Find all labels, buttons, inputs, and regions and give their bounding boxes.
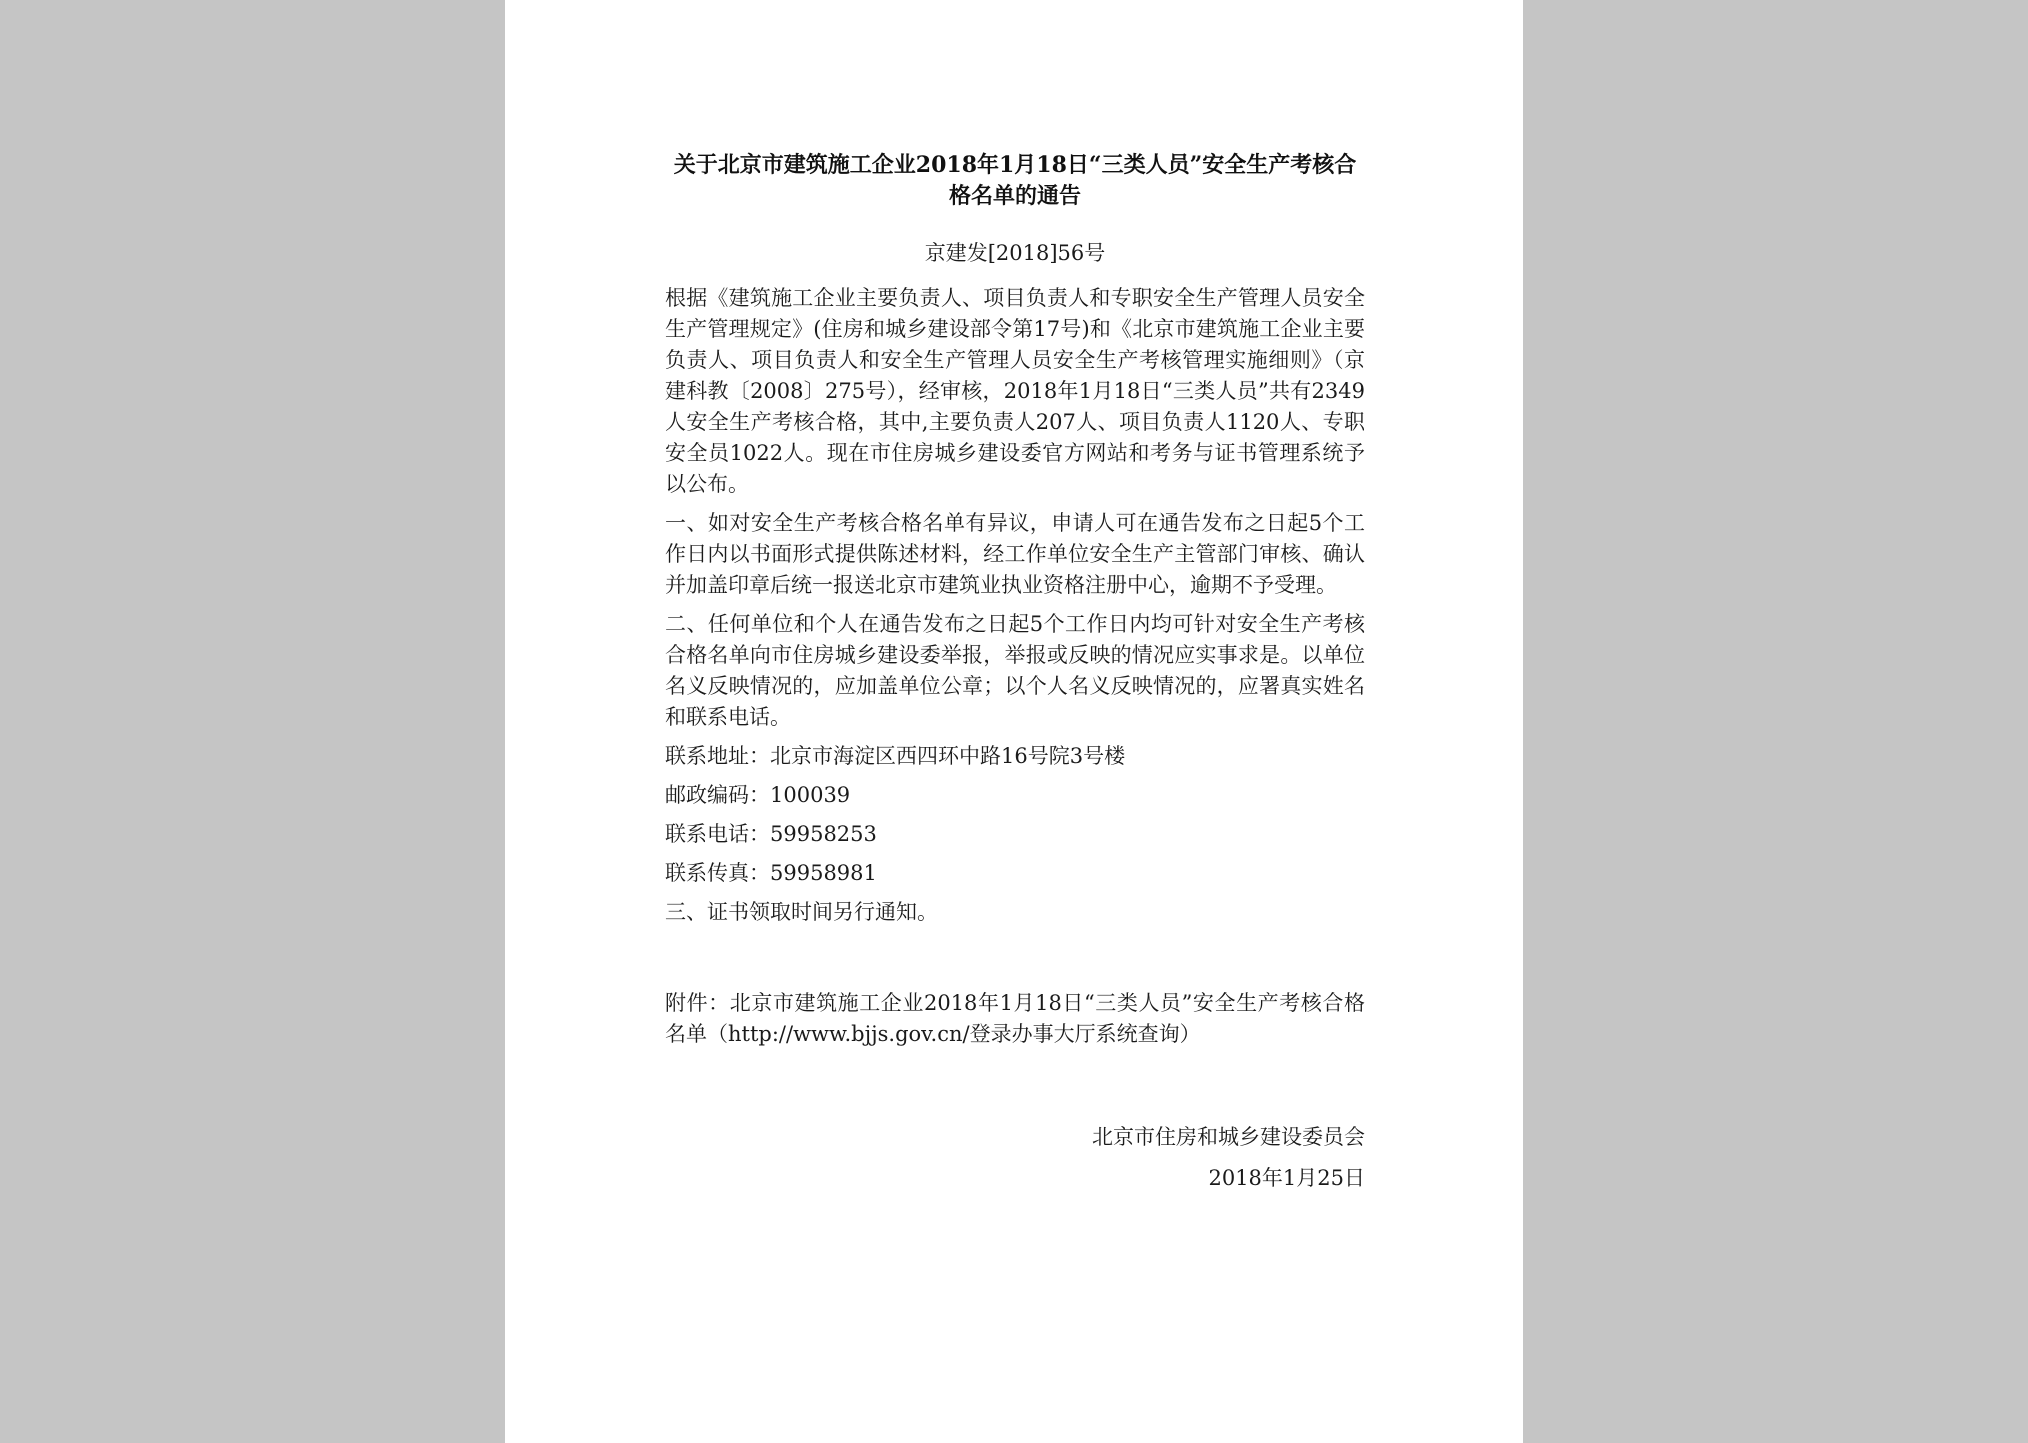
issue-date: 2018年1月25日 (1208, 1166, 1365, 1190)
paragraph-item-one: 一、如对安全生产考核合格名单有异议，申请人可在通告发布之日起5个工作日内以书面形式提供陈述材料，经工作单位安全生产主管部门审核、确认并加盖印章后统一报送北京市建筑业执业资格注册中心，逾期不予受理。 (665, 511, 1365, 597)
document-number: 京建发[2018]56号 (924, 241, 1106, 265)
document-title: 关于北京市建筑施工企业2018年1月18日“三类人员”安全生产考核合格名单的通告 (673, 152, 1357, 209)
contact-address: 联系地址：北京市海淀区西四环中路16号院3号楼 (665, 744, 1126, 768)
paragraph-item-three: 三、证书领取时间另行通知。 (665, 900, 938, 924)
attachment-note: 附件：北京市建筑施工企业2018年1月18日“三类人员”安全生产考核合格名单（http://www.bjjs.gov.cn/登录办事大厅系统查询） (665, 991, 1365, 1046)
contact-postcode: 邮政编码：100039 (665, 783, 851, 807)
issuer-signature: 北京市住房和城乡建设委员会 (1092, 1125, 1365, 1149)
document-page (505, 0, 1523, 1443)
paragraph-item-two: 二、任何单位和个人在通告发布之日起5个工作日内均可针对安全生产考核合格名单向市住房城乡建设委举报，举报或反映的情况应实事求是。以单位名义反映情况的，应加盖单位公章；以个人名义反映情况的，应署真实姓名和联系电话。 (665, 612, 1365, 729)
contact-phone: 联系电话：59958253 (665, 822, 877, 846)
document-body (665, 150, 1365, 1194)
paragraph-intro: 根据《建筑施工企业主要负责人、项目负责人和专职安全生产管理人员安全生产管理规定》(住房和城乡建设部令第17号)和《北京市建筑施工企业主要负责人、项目负责人和安全生产管理人员安全生产考核管理实施细则》（京建科教〔2008〕275号），经审核，2018年1月18日“三类人员”共有2349人安全生产考核合格，其中,主要负责人207人、项目负责人1120人、专职安全员1022人。现在市住房城乡建设委官方网站和考务与证书管理系统予以公布。 (665, 286, 1365, 496)
contact-fax: 联系传真：59958981 (665, 861, 877, 885)
